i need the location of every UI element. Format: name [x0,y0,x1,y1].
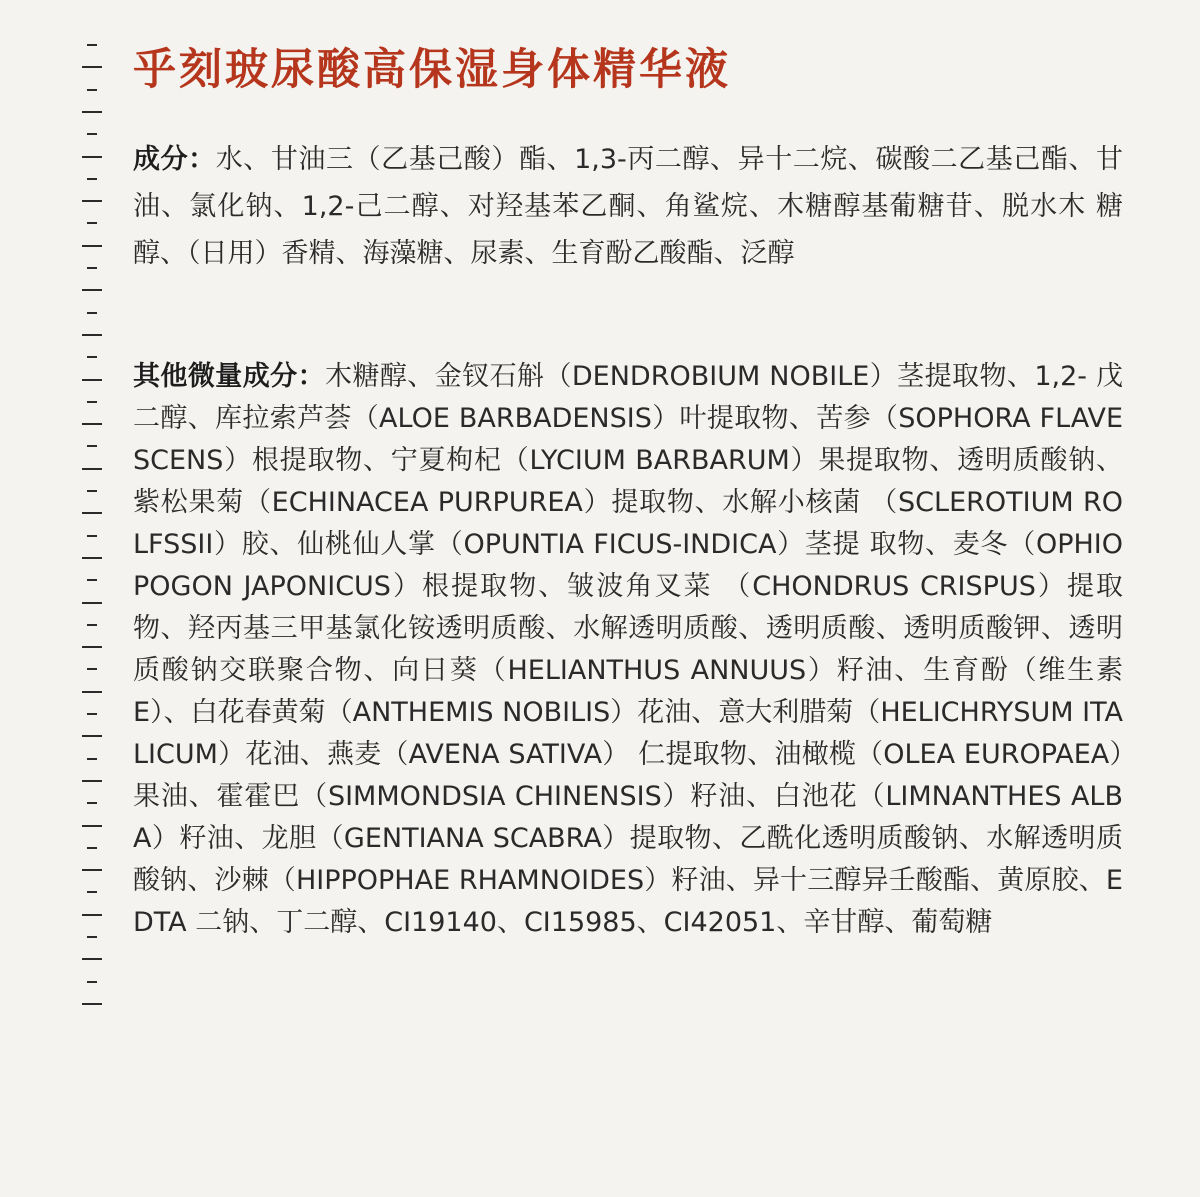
ruler-tick [82,156,102,158]
ruler-tick [87,891,97,893]
ruler-tick [87,936,97,938]
ruler-tick [82,66,102,68]
ruler-tick [82,958,102,960]
trace-ingredients-paragraph [133,356,1123,944]
ruler-tick [87,401,97,403]
ruler-tick [82,1003,102,1005]
ruler-tick [82,334,102,336]
ruler-tick [82,512,102,514]
ruler-tick [82,200,102,202]
ingredients-paragraph [133,136,1123,277]
ruler-tick [82,780,102,782]
ruler-tick [87,535,97,537]
product-title: 乎刻玻尿酸高保湿身体精华液 [133,45,731,95]
ingredients-label: 成分： [133,144,216,175]
ruler-tick [82,379,102,381]
ruler-tick [87,579,97,581]
ruler-tick [82,245,102,247]
ruler-tick [82,602,102,604]
ruler-tick [87,178,97,180]
ruler-tick [82,869,102,871]
ruler-tick [87,312,97,314]
ruler-tick [87,981,97,983]
ruler-tick [87,89,97,91]
ruler-tick [82,423,102,425]
ruler-tick [87,267,97,269]
ruler-tick [87,713,97,715]
ruler-tick [82,557,102,559]
ruler-tick [87,222,97,224]
ruler-tick [82,691,102,693]
ruler-tick [87,802,97,804]
ruler-tick [87,490,97,492]
trace-ingredients-label: 其他微量成分： [133,361,326,392]
ruler-tick [87,133,97,135]
ruler-tick [82,914,102,916]
ruler-tick [87,668,97,670]
ruler-tick [82,111,102,113]
ruler-tick [87,445,97,447]
trace-ingredients-text: 木糖醇、金钗石斛（DENDROBIUM NOBILE）茎提取物、1,2- 戊二醇、库拉索芦荟（ALOE BARBADENSIS）叶提取物、苦参（SOPHORA FLAVESCENS）根提取物、宁夏枸杞（LYCIUM BARBARUM）果提取物、透明质酸钠、紫松果菊（ECHINACEA PURPUREA）提取物、水解小核菌 （SCLEROTIUM ROLFSSII）胶、仙桃仙人掌（OPUNTIA FICUS-INDICA）茎提 取物、麦冬（OPHIOPOGON JAPONICUS）根提取物、皱波角叉菜 （CHONDRUS CRISPUS）提取物、羟丙基三甲基氯化铵透明质酸、水解透明质酸、透明质酸、透明质酸钾、透明质酸钠交联聚合物、向日葵（HELIANTHUS ANNUUS）籽油、生育酚（维生素E）、白花春黄菊（ANTHEMIS NOBILIS）花油、意大利腊菊（HELICHRYSUM ITALICUM）花油、燕麦（AVENA SATIVA） 仁提取物、油橄榄（OLEA EUROPAEA）果油、霍霍巴（SIMMONDSIA CHINENSIS）籽油、白池花（LIMNANTHES ALBA）籽油、龙胆（GENTIANA SCABRA）提取物、乙酰化透明质酸钠、水解透明质酸钠、沙棘（HIPPOPHAE RHAMNOIDES）籽油、异十三醇异壬酸酯、黄原胶、EDTA 二钠、丁二醇、CI19140、CI15985、CI42051、辛甘醇、葡萄糖 [133,361,1124,938]
ruler-tick [87,758,97,760]
ruler-tick [82,289,102,291]
ruler-tick [82,646,102,648]
ruler-tick [87,847,97,849]
ruler-tick [87,624,97,626]
ruler-tick [87,44,97,46]
ruler-tick [82,825,102,827]
ruler-tick [82,468,102,470]
ruler-tick [82,735,102,737]
ingredients-text: 水、甘油三（乙基己酸）酯、1,3-丙二醇、异十二烷、碳酸二乙基己酯、甘油、氯化钠、1,2-己二醇、对羟基苯乙酮、角鲨烷、木糖醇基葡糖苷、脱水木 糖醇、（日用）香精、海藻糖、尿素、生育酚乙酸酯、泛醇 [133,144,1124,269]
ruler-marks [82,44,104,1028]
ruler-tick [87,356,97,358]
